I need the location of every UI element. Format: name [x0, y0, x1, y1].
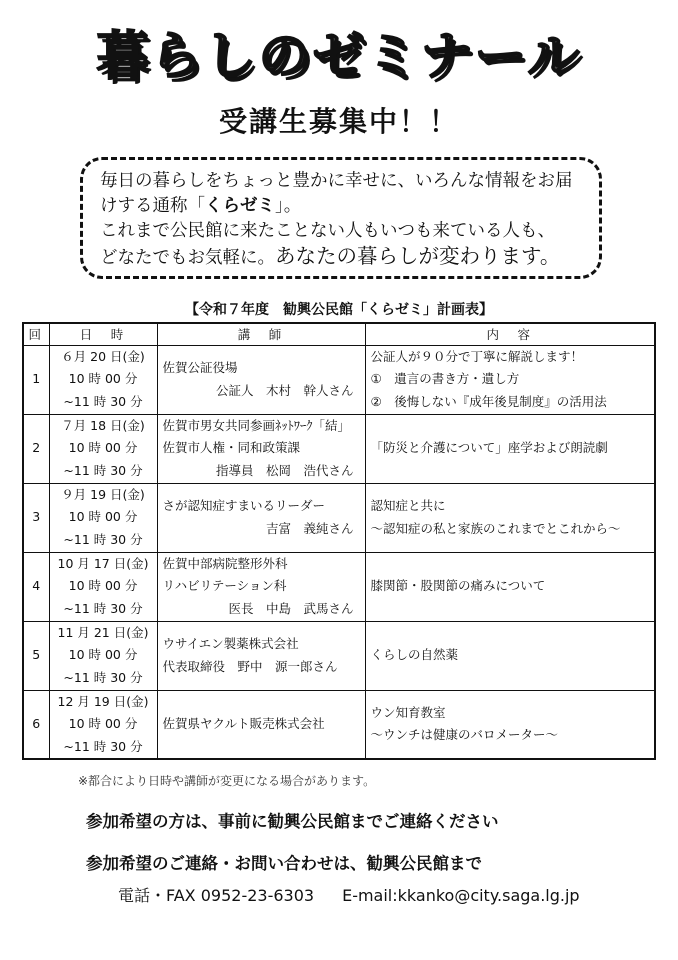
session-content	[365, 345, 655, 414]
content-line: 「防災と介護について」座学および朗読劇	[370, 440, 608, 456]
datetime-end: ~11 時 30 分	[63, 531, 143, 547]
session-lecturer	[157, 414, 365, 483]
session-number: 5	[23, 621, 49, 690]
datetime-end: ~11 時 30 分	[63, 738, 143, 754]
table-row	[23, 690, 655, 759]
header-no: 回	[23, 323, 49, 345]
content-line: ～ウンチは健康のバロメーター～	[370, 727, 559, 743]
table-row	[23, 483, 655, 552]
lecturer-line: リハビリテーション科	[162, 578, 287, 594]
session-datetime	[49, 690, 157, 759]
session-datetime	[49, 483, 157, 552]
lecturer-line: 医長 中島 武馬さん	[228, 600, 354, 616]
datetime-end: ~11 時 30 分	[63, 600, 143, 616]
page-title: 暮らしのゼミナール	[96, 27, 582, 87]
session-number: 6	[23, 690, 49, 759]
lecturer-line: ウサイエン製薬株式会社	[162, 636, 299, 651]
lecturer-line: 代表取締役 野中 源一郎さん	[162, 658, 338, 674]
table-row	[23, 345, 655, 414]
nickname: くらゼミ	[205, 196, 275, 216]
header-lecturer: 講 師	[157, 323, 365, 345]
datetime-date: 11 月 21 日(金)	[57, 624, 149, 640]
session-lecturer	[157, 483, 365, 552]
lecturer-line: 佐賀公証役場	[162, 360, 238, 375]
session-content	[365, 414, 655, 483]
schedule-table	[22, 322, 656, 760]
datetime-start: 10 時 00 分	[68, 440, 138, 456]
lecturer-line: 公証人 木村 幹人さん	[215, 382, 354, 398]
intro-line: けする通称「くらゼミ」。	[100, 196, 302, 216]
datetime-date: 10 月 17 日(金)	[57, 555, 149, 571]
intro-line: 毎日の暮らしをちょっと豊かに幸せに、いろんな情報をお届	[100, 171, 573, 191]
datetime-start: 10 時 00 分	[68, 647, 138, 663]
table-row	[23, 552, 655, 621]
content-line: 認知症と共に	[370, 498, 446, 513]
datetime-start: 10 時 00 分	[68, 371, 138, 387]
lecturer-line: 指導員 松岡 浩代さん	[215, 462, 354, 478]
session-number: 4	[23, 552, 49, 621]
content-line: 膝関節・股関節の痛みについて	[370, 578, 546, 594]
session-lecturer	[157, 552, 365, 621]
datetime-start: 10 時 00 分	[68, 578, 138, 594]
datetime-start: 10 時 00 分	[68, 716, 138, 731]
session-datetime	[49, 552, 157, 621]
header-date: 日 時	[49, 323, 157, 345]
session-datetime	[49, 414, 157, 483]
session-content	[365, 483, 655, 552]
content-line: 公証人が９０分で丁寧に解説します！	[370, 348, 584, 364]
session-datetime	[49, 345, 157, 414]
session-number: 1	[23, 345, 49, 414]
page-subtitle: 受講生募集中！！	[218, 105, 459, 138]
lecturer-line: さが認知症すまいるリーダー	[162, 498, 326, 513]
datetime-date: ９月 19 日(金)	[61, 486, 145, 502]
datetime-start: 10 時 00 分	[68, 509, 138, 525]
lecturer-line: 佐賀県ヤクルト販売株式会社	[162, 716, 325, 731]
datetime-date: ６月 20 日(金)	[61, 348, 145, 364]
table-row	[23, 621, 655, 690]
intro-line: これまで公民館に来たことない人もいつも来ている人も、	[100, 221, 555, 241]
table-header-row	[23, 323, 655, 345]
inquiry-line: 参加希望のご連絡・お問い合わせは、勧興公民館まで	[86, 854, 482, 873]
header-content: 内 容	[365, 323, 655, 345]
session-lecturer	[157, 621, 365, 690]
content-line: くらしの自然薬	[370, 647, 459, 663]
datetime-date: 12 月 19 日(金)	[57, 693, 149, 709]
lecturer-line: 佐賀市人権・同和政策課	[162, 440, 301, 456]
datetime-end: ~11 時 30 分	[63, 393, 143, 409]
contact-request: 参加希望の方は、事前に勧興公民館までご連絡ください	[86, 812, 499, 831]
session-content	[365, 690, 655, 759]
session-lecturer	[157, 690, 365, 759]
session-content	[365, 621, 655, 690]
lecturer-line: 佐賀市男女共同参画ﾈｯﾄﾜｰｸ「結」	[162, 417, 351, 433]
datetime-end: ~11 時 30 分	[63, 462, 143, 478]
session-number: 2	[23, 414, 49, 483]
intro-box	[80, 157, 602, 279]
datetime-date: ７月 18 日(金)	[61, 417, 145, 433]
session-content	[365, 552, 655, 621]
intro-line: どなたでもお気軽に。あなたの暮らしが変わります。	[100, 244, 561, 268]
schedule-title: 【令和７年度 勧興公民館「くらゼミ」計画表】	[185, 302, 493, 318]
contact-info	[118, 884, 580, 908]
session-datetime	[49, 621, 157, 690]
change-note: ※都合により日時や講師が変更になる場合があります。	[78, 774, 376, 788]
session-number: 3	[23, 483, 49, 552]
phone-fax: 電話・FAX 0952-23-6303	[118, 886, 315, 905]
email-address[interactable]: E-mail:kkanko@city.saga.lg.jp	[342, 886, 580, 905]
table-row	[23, 414, 655, 483]
session-lecturer	[157, 345, 365, 414]
content-line: ウン知育教室	[370, 704, 446, 720]
content-line: ② 後悔しない『成年後見制度』の活用法	[370, 393, 607, 409]
content-line: ① 遺言の書き方・遺し方	[370, 371, 520, 387]
datetime-end: ~11 時 30 分	[63, 669, 143, 685]
intro-emphasis: あなたの暮らしが変わります。	[275, 244, 561, 268]
lecturer-line: 吉富 義純さん	[265, 520, 354, 536]
lecturer-line: 佐賀中部病院整形外科	[162, 555, 288, 571]
content-line: ～認知症の私と家族のこれまでとこれから～	[370, 520, 621, 536]
